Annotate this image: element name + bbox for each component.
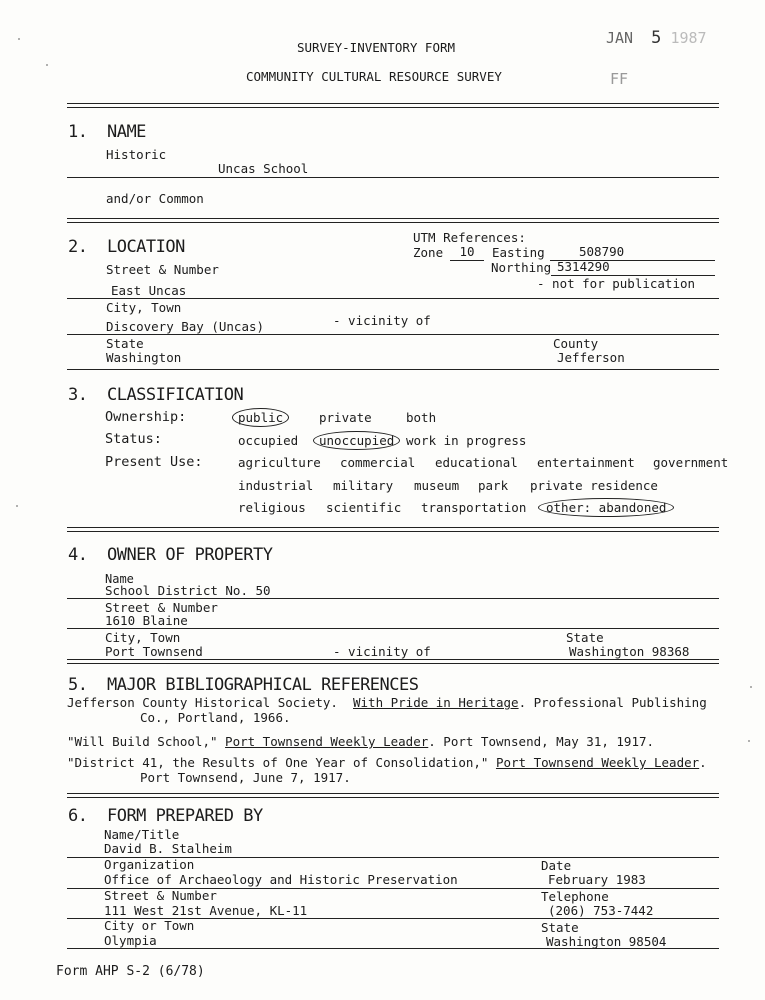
not-for-publication: - not for publication [537, 276, 696, 291]
northing-value: 5314290 [551, 261, 715, 276]
preparer-name-value: David B. Stalheim [104, 841, 232, 856]
reference-3-cont: Port Townsend, June 7, 1917. [140, 770, 351, 785]
section-3-heading: 3. CLASSIFICATION [68, 385, 244, 405]
divider [67, 334, 719, 335]
divider [67, 222, 719, 223]
status-label: Status: [105, 431, 162, 447]
status-occupied: occupied [238, 433, 299, 448]
divider [67, 659, 719, 660]
vicinity-of: - vicinity of [333, 313, 431, 328]
owner-state-value: Washington 98368 [569, 644, 690, 659]
owner-name-label: Name [105, 572, 134, 586]
zone-label: Zone [413, 245, 444, 260]
owner-street-label: Street & Number [105, 600, 218, 615]
divider [67, 527, 719, 528]
use-educational: educational [435, 455, 518, 470]
easting-value: 508790 [550, 246, 715, 261]
reference-1-cont: Co., Portland, 1966. [140, 710, 291, 725]
county-value: Jefferson [557, 350, 625, 365]
utm-label: UTM References: [413, 230, 526, 245]
date-label: Date [541, 858, 572, 873]
owner-state-label: State [566, 630, 604, 645]
owner-street-value: 1610 Blaine [105, 613, 188, 628]
reference-3: "District 41, the Results of One Year of Consolidation," Port Townsend Weekly Leader. [67, 755, 707, 770]
use-other: other: abandoned [544, 502, 674, 515]
stamp-second: FF [610, 70, 629, 88]
divider [67, 107, 719, 108]
city-label: City, Town [106, 300, 182, 315]
use-military: military [333, 478, 394, 493]
form-id: Form AHP S-2 (6/78) [56, 964, 205, 979]
status-unoccupied: unoccupied [319, 435, 400, 448]
use-museum: museum [414, 478, 460, 493]
use-private-residence: private residence [530, 478, 658, 493]
survey-name: COMMUNITY CULTURAL RESOURCE SURVEY [246, 69, 502, 84]
owner-name-value: School District No. 50 [105, 583, 271, 598]
divider [67, 103, 719, 104]
section-5-heading: 5. MAJOR BIBLIOGRAPHICAL REFERENCES [68, 675, 419, 695]
divider [67, 218, 719, 219]
city-value: Discovery Bay (Uncas) [106, 319, 265, 334]
ownership-private: private [319, 410, 372, 425]
use-religious: religious [238, 500, 306, 515]
divider [67, 793, 719, 794]
divider [67, 797, 719, 798]
divider [67, 298, 719, 299]
use-government: government [653, 455, 729, 470]
use-commercial: commercial [340, 455, 416, 470]
county-label: County [553, 336, 599, 351]
section-4-heading: 4. OWNER OF PROPERTY [68, 545, 273, 565]
stamp-year: 1987 [670, 29, 707, 47]
preparer-state-value: Washington 98504 [546, 934, 667, 949]
zone-value: 10 [450, 246, 484, 261]
street-label: Street & Number [106, 262, 219, 277]
use-entertainment: entertainment [537, 455, 635, 470]
use-scientific: scientific [326, 500, 402, 515]
organization-label: Organization [104, 857, 195, 872]
reference-2: "Will Build School," Port Townsend Weekly Leader. Port Townsend, May 31, 1917. [67, 734, 655, 749]
ownership-both: both [406, 410, 437, 425]
stamp-day: 5 [651, 28, 662, 48]
preparer-street-label: Street & Number [104, 888, 217, 903]
northing-label: Northing [491, 260, 552, 275]
section-6-heading: 6. FORM PREPARED BY [68, 806, 263, 826]
owner-city-value: Port Townsend [105, 644, 203, 659]
use-transportation: transportation [421, 500, 527, 515]
preparer-name-label: Name/Title [104, 827, 180, 842]
street-value: East Uncas [111, 283, 187, 298]
owner-vicinity: - vicinity of [333, 644, 431, 659]
form-title: SURVEY-INVENTORY FORM [297, 40, 456, 55]
owner-city-label: City, Town [105, 630, 181, 645]
divider [67, 948, 719, 949]
ownership-public: public [238, 412, 289, 425]
date-value: February 1983 [548, 872, 646, 887]
divider [67, 369, 719, 370]
divider [67, 531, 719, 532]
historic-label: Historic [106, 147, 167, 162]
historic-value: Uncas School [218, 161, 309, 176]
preparer-state-label: State [541, 920, 579, 935]
divider [67, 177, 719, 178]
use-park: park [478, 478, 509, 493]
common-label: and/or Common [106, 191, 204, 206]
preparer-city-label: City or Town [104, 918, 195, 933]
present-use-label: Present Use: [105, 454, 203, 470]
status-work-in-progress: work in progress [406, 433, 527, 448]
use-agriculture: agriculture [238, 455, 321, 470]
section-1-heading: 1. NAME [68, 122, 146, 142]
section-2-heading: 2. LOCATION [68, 237, 185, 257]
stamp-month: JAN [606, 29, 634, 47]
reference-1: Jefferson County Historical Society. With Pride in Heritage. Professional Publishing [67, 695, 707, 710]
use-industrial: industrial [238, 478, 314, 493]
state-value: Washington [106, 350, 182, 365]
telephone-label: Telephone [541, 889, 609, 904]
easting-label: Easting [492, 245, 545, 260]
organization-value: Office of Archaeology and Historic Preservation [104, 872, 458, 887]
preparer-street-value: 111 West 21st Avenue, KL-11 [104, 903, 308, 918]
divider [67, 598, 719, 599]
ownership-label: Ownership: [105, 409, 187, 425]
divider [67, 628, 719, 629]
state-label: State [106, 336, 144, 351]
received-stamp [606, 30, 707, 47]
preparer-city-value: Olympia [104, 933, 157, 948]
telephone-value: (206) 753-7442 [548, 903, 654, 918]
divider [67, 663, 719, 664]
